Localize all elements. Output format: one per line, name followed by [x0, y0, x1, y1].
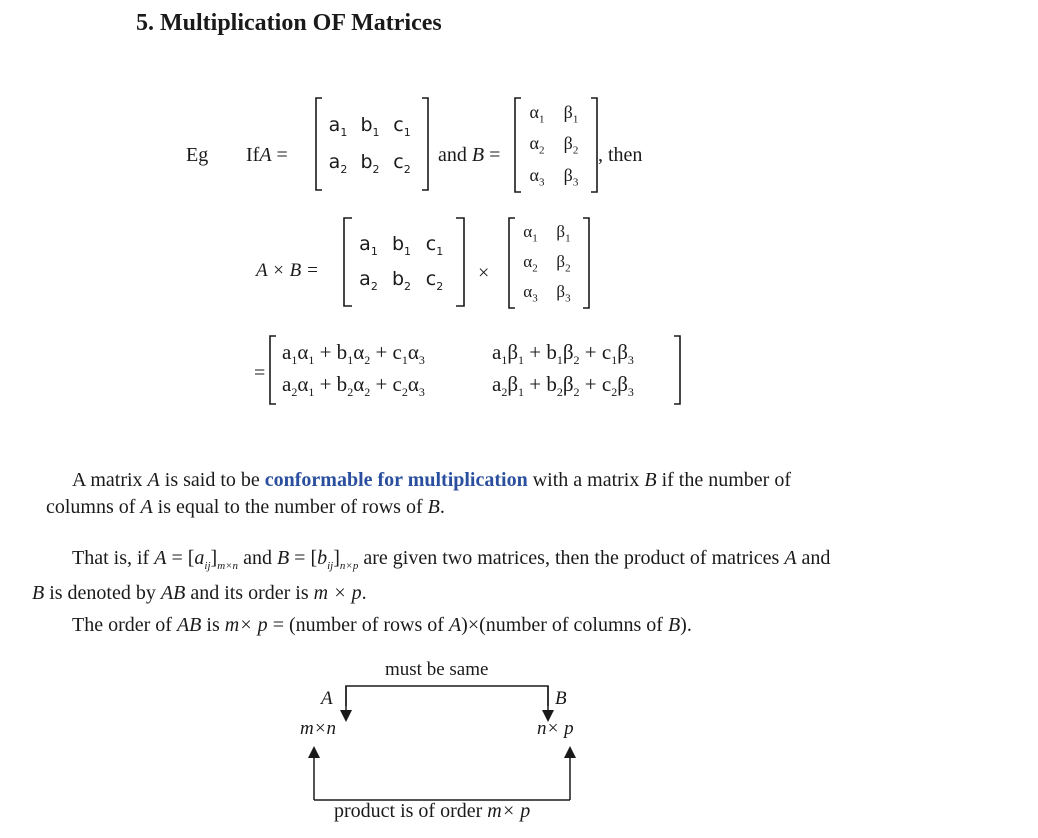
p2-text: and [238, 547, 277, 569]
p1-a: A [140, 496, 153, 518]
paragraph1-line1 [72, 467, 791, 494]
p1-text: if the number of [656, 469, 791, 491]
must-be-same-connector [346, 686, 548, 706]
diagram-b-label: B [555, 688, 567, 709]
p2-ab: AB [176, 614, 202, 636]
p2-text: are given two matrices, then the product of matrices [358, 547, 785, 569]
p2-b: B [32, 582, 45, 604]
a-symbol: A [259, 144, 272, 166]
matrix-row [514, 282, 580, 304]
p2-text: is denoted by [44, 582, 161, 604]
matrix-cell: $b_2$ [391, 268, 412, 293]
diagram-b-dims: n× p [537, 718, 574, 739]
p2-order: m × p [313, 582, 362, 604]
p2-a: A [448, 614, 462, 636]
matrix-cell: $\alpha_1$ [523, 221, 538, 245]
p2-a: A [154, 547, 167, 569]
result-cell: $a_1\beta_1 + b_1\beta_2 + c_1\beta_3$ [492, 339, 634, 368]
matrix-row [520, 102, 588, 126]
matrix-cell: $c_2$ [425, 268, 444, 293]
product-order-value: m× p [487, 800, 531, 822]
matrix-cell: $\alpha_3$ [529, 164, 545, 189]
b-symbol: B [471, 144, 485, 166]
matrix-row [514, 222, 580, 244]
matrix-row [352, 233, 452, 258]
p2-text: ] [210, 547, 218, 569]
if-a-equals [246, 144, 288, 167]
matrix-cell: $a_1$ [359, 233, 378, 258]
matrix-a-product [352, 228, 452, 298]
p2-ab: AB [160, 582, 186, 604]
matrix-cell: $\beta_2$ [556, 251, 571, 275]
equals-sign: = [276, 144, 288, 166]
matrix-cell: $\alpha_1$ [529, 101, 545, 126]
eg-label: Eg [186, 144, 209, 166]
p2-b-elem: b [317, 547, 328, 569]
result-cell: $a_2\beta_1 + b_2\beta_2 + c_2\beta_3$ [492, 371, 634, 400]
p2-nxp: n×p [339, 560, 359, 572]
p1-text: with a matrix [527, 469, 645, 491]
p2-text: )×(number of columns of [461, 614, 668, 636]
p1-text: is said to be [159, 469, 265, 491]
p2-ij: ij [327, 560, 334, 572]
section-number: 5. [136, 10, 154, 36]
p2-b: B [667, 614, 681, 636]
matrix-cell: $\beta_2$ [563, 133, 579, 157]
equals-sign: = [489, 144, 501, 166]
product-order-label [334, 800, 530, 823]
diagram-a-dims: m×n [300, 718, 337, 739]
paragraph2-line2 [32, 580, 367, 607]
matrix-cell: $b_1$ [391, 233, 412, 258]
p2-text: That is, if [72, 547, 155, 569]
section-title: Multiplication OF Matrices [160, 10, 442, 36]
p2-text: and [796, 547, 831, 569]
matrix-cell: $a_2$ [359, 268, 378, 293]
paragraph2-line3 [72, 612, 692, 639]
matrix-cell: $a_2$ [328, 151, 348, 176]
matrix-cell: $a_1$ [328, 114, 348, 139]
then-text: , then [598, 144, 643, 166]
p2-text: ] [333, 547, 340, 569]
p2-text: = [ [289, 547, 318, 569]
matrix-row [322, 114, 418, 139]
matrix-row [514, 252, 580, 274]
p2-text: = [ [166, 547, 195, 569]
section-heading [136, 10, 442, 37]
p2-text: The order of [72, 614, 177, 636]
p2-text: . [361, 582, 367, 604]
matrix-row [520, 133, 588, 157]
p2-ij: ij [204, 560, 211, 572]
p1-text: is equal to the number of rows of [152, 496, 428, 518]
result-row [282, 372, 678, 400]
p1-text: columns of [46, 496, 141, 518]
p2-mp: m× p [224, 614, 268, 636]
matrix-row [322, 151, 418, 176]
must-be-same-label: must be same [385, 659, 489, 680]
matrix-cell: $\alpha_3$ [523, 281, 538, 305]
matrix-row [520, 165, 588, 189]
p2-text: ). [680, 614, 692, 636]
matrix-cell: $c_2$ [393, 151, 411, 176]
matrix-cell: $b_2$ [360, 151, 380, 176]
matrix-cell: $\alpha_2$ [529, 133, 545, 157]
a-times-b-equals: A × B = [256, 260, 319, 281]
matrix-cell: $c_1$ [425, 233, 444, 258]
p2-text: and its order is [185, 582, 314, 604]
matrix-cell: $\beta_1$ [563, 101, 579, 126]
result-cell: $a_1\alpha_1 + b_1\alpha_2 + c_1\alpha_3$ [282, 339, 425, 368]
matrix-b [520, 98, 588, 192]
paragraph1-line2 [46, 494, 445, 521]
matrix-row [352, 268, 452, 293]
p1-text: . [439, 496, 445, 518]
p2-b: B [276, 547, 290, 569]
matrix-b-product [514, 218, 580, 308]
p2-a: A [784, 547, 797, 569]
p1-a: A [147, 469, 160, 491]
result-equals: = [254, 362, 266, 384]
matrix-cell: $\alpha_2$ [523, 251, 538, 275]
p1-text: A matrix [72, 469, 148, 491]
matrix-cell: $b_1$ [360, 114, 380, 139]
and-b-equals [438, 144, 500, 167]
p2-text: is [201, 614, 225, 636]
conformable-highlight: conformable for multiplication [264, 469, 528, 491]
matrix-cell: $\beta_3$ [563, 164, 579, 189]
result-matrix [282, 338, 678, 402]
result-row [282, 340, 678, 368]
p2-a-elem: a [194, 547, 205, 569]
p2-mxn: m×n [217, 560, 239, 572]
diagram-a-label: A [321, 688, 333, 709]
matrix-cell: $\beta_1$ [556, 221, 571, 245]
matrix-cell: $\beta_3$ [556, 281, 571, 305]
matrix-a [322, 108, 418, 182]
if-text: If [246, 144, 260, 166]
p2-text: = (number of rows of [267, 614, 449, 636]
result-cell: $a_2\alpha_1 + b_2\alpha_2 + c_2\alpha_3$ [282, 371, 425, 400]
product-order-text: product is of order [334, 800, 488, 822]
and-text: and [438, 144, 467, 166]
matrix-cell: $c_1$ [393, 114, 411, 139]
p1-b: B [427, 496, 440, 518]
times-sign: × [478, 262, 490, 284]
paragraph2-line1 [72, 545, 830, 580]
p1-b: B [644, 469, 657, 491]
